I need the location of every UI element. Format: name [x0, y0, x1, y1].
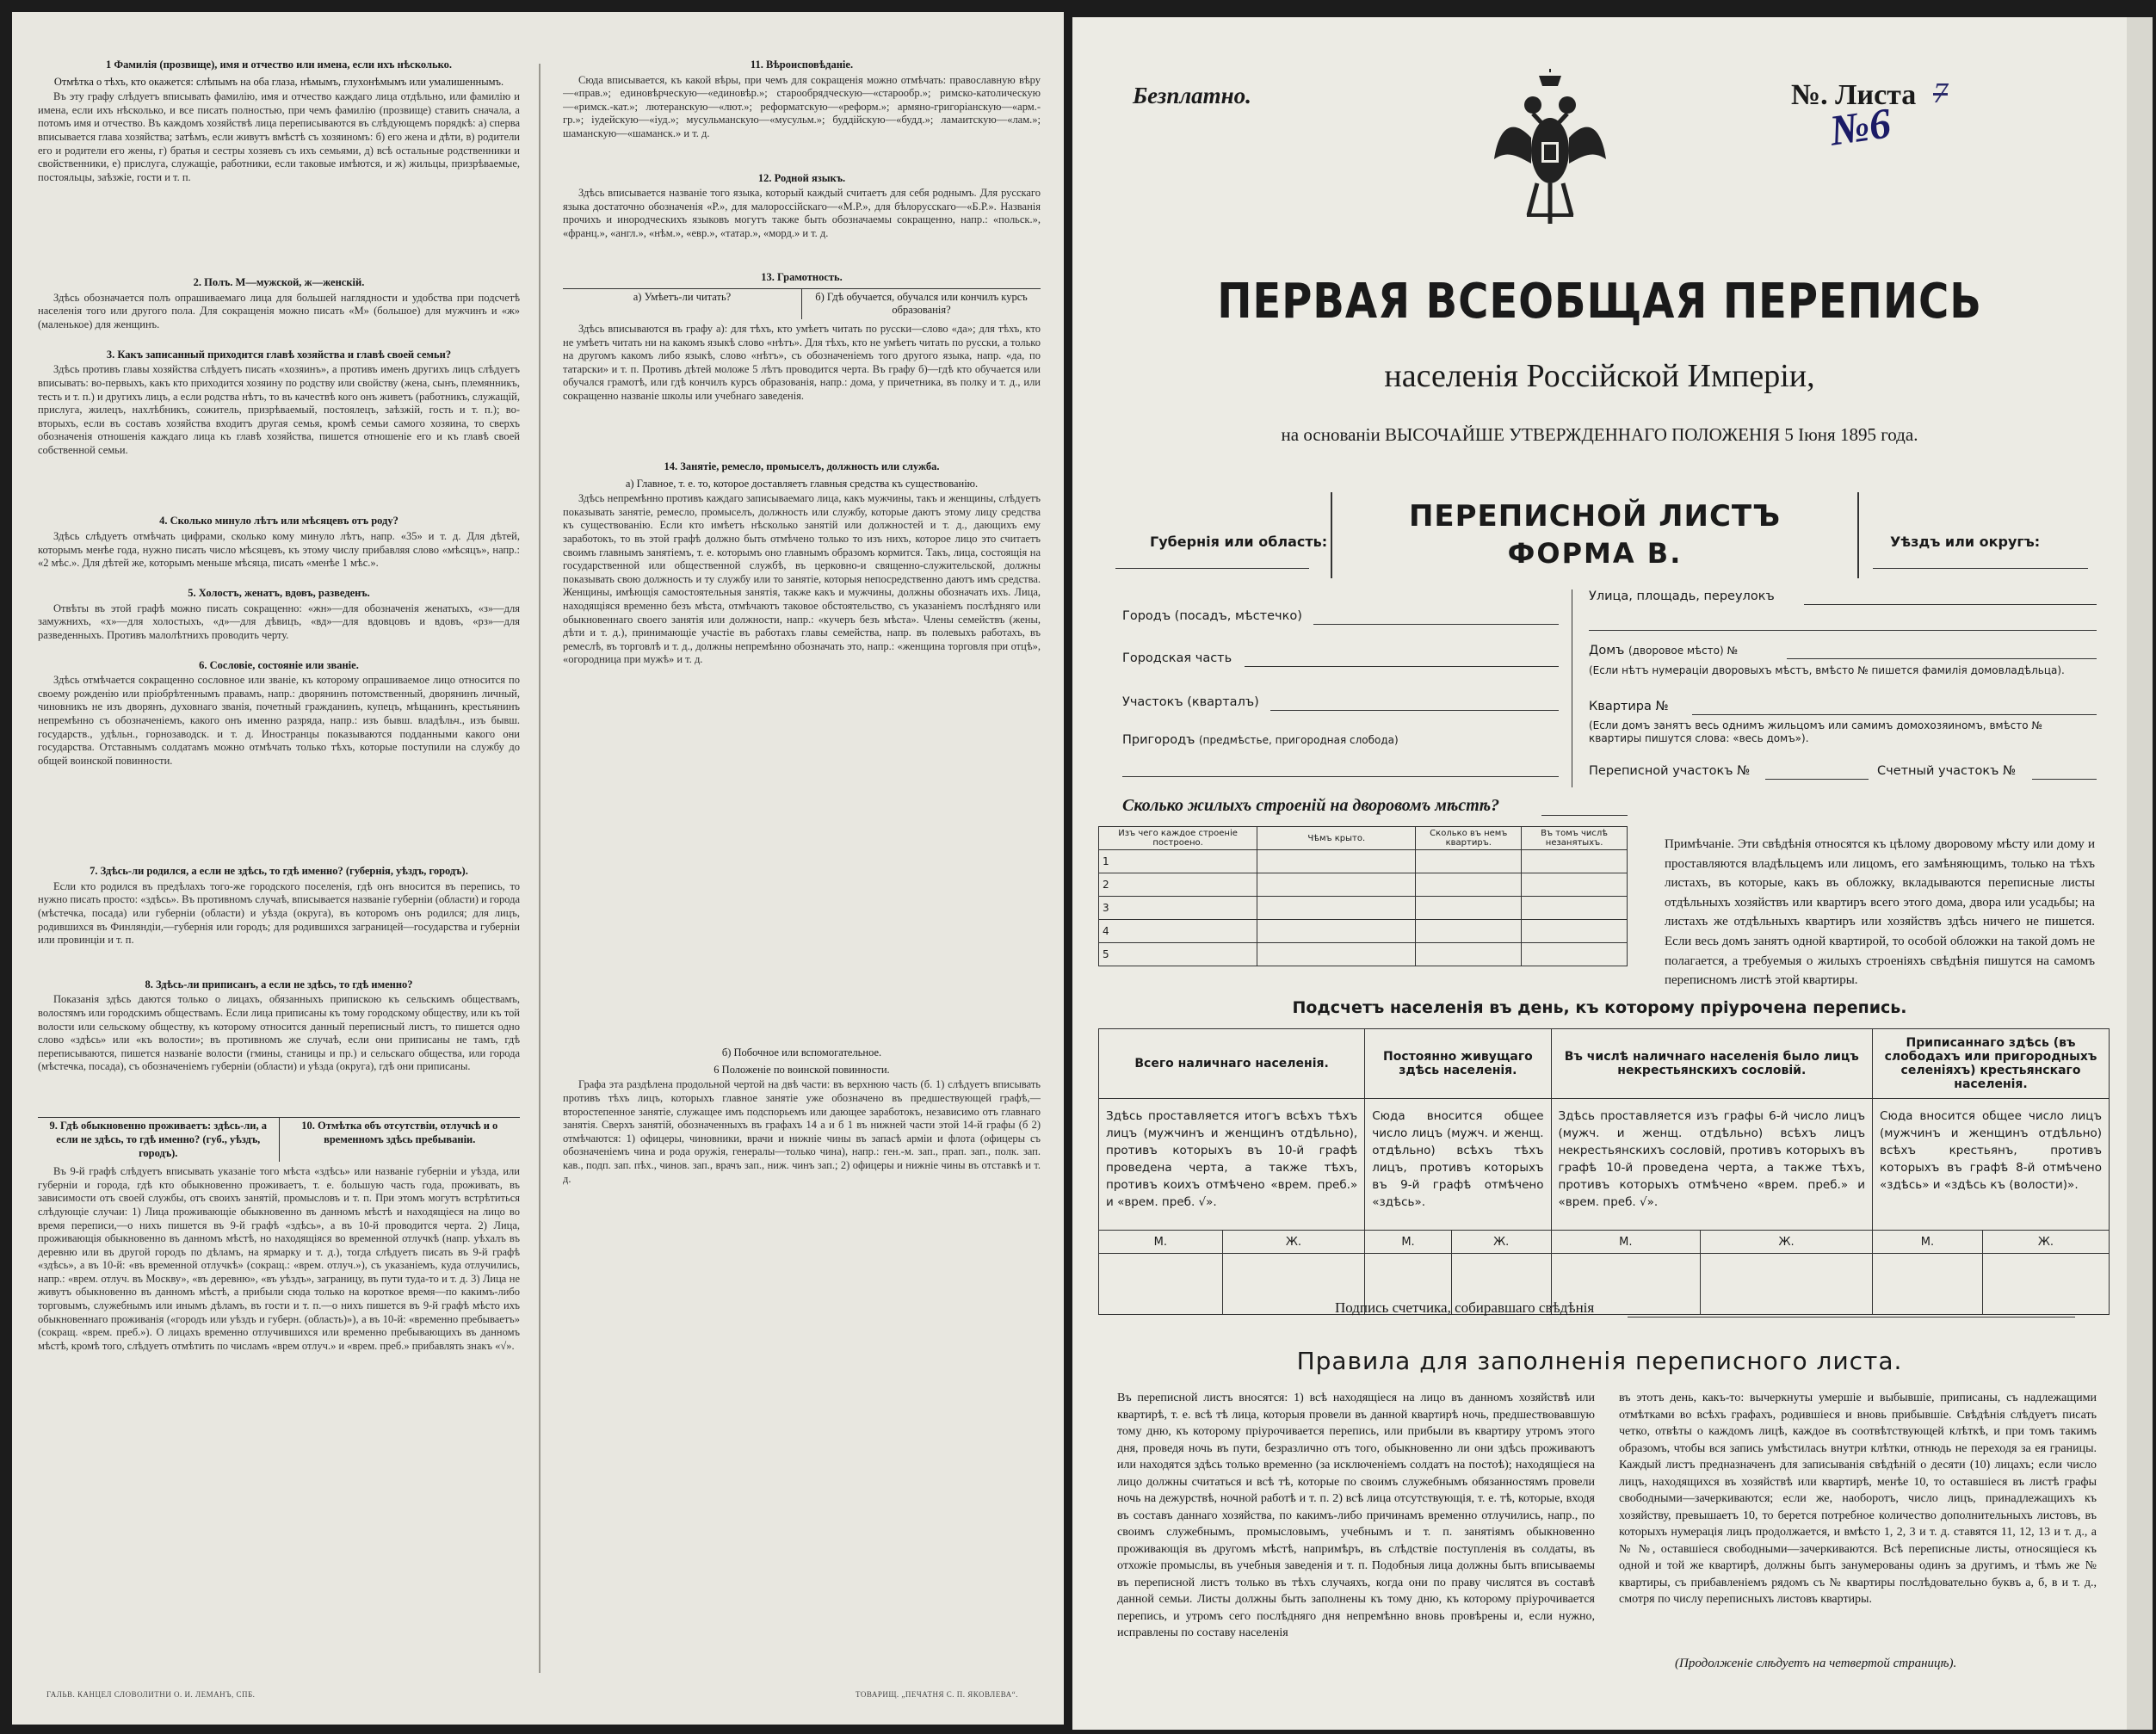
count-desc-peasant: Сюда вносится общее число лицъ (мужчинъ и женщинъ отдѣльно) всѣхъ крестьянъ, противъ которыхъ въ графѣ 8-й отмѣчено «здѣсь» и «здѣсь къ (волости)». — [1873, 1099, 2110, 1231]
count-col-permanent: Постоянно живущаго здѣсь населенія. — [1365, 1029, 1551, 1099]
city-part-field-line — [1245, 666, 1559, 667]
suburb-hint: (предмѣстье, пригородная слобода) — [1198, 734, 1399, 746]
printer-imprint-right: ТОВАРИЩ. „ПЕЧАТНЯ С. П. ЯКОВЛЕВА“. — [856, 1690, 1018, 1699]
questions-9-10-header — [38, 1117, 520, 1162]
census-district-label: Переписной участокъ № — [1589, 764, 1751, 778]
question-14b-text: Графа эта раздѣлена продольной чертой на двѣ части: въ верхнюю часть (б. 1) слѣдуетъ вписывать противъ тѣхъ лицъ, которыхъ главное занятіе уже обозначено въ предшествующей графѣ,—второстепенное занятіе, служащее имъ подспорьемъ или дающее заработокъ, независимо отъ главнаго занятія. Сверхъ занятій, обозначенныхъ въ графахъ 14 а и б 1 въ нижней части этой 14-й графы (б 2) отмѣчаются: 1) офицеры, чиновники, врачи и нижніе чины въ запасѣ арміи и флота (офицеры съ обозначеніемъ чина и рода оружія, генералы—только чина), напр.: ген.-м. зап., прап. зап., полк. зап. кав., подп. зап. пѣх., чинов. зап., врачъ зап., ниж. чинъ зап.; 2) офицеры и нижніе чины въ отставкѣ и т. д. — [563, 1078, 1041, 1185]
question-8-text: Показанія здѣсь даются только о лицахъ, обязанныхъ припискою къ сельскимъ обществамъ, волостямъ или городскимъ обществамъ. Если лица приписаны къ тому городскому обществу, или къ той волости или сельскому обществу, къ которому относится данный переписный листъ, то пишется одно слово «здѣсь» или «къ волости»; въ противномъ же случаѣ, если они приписаны не тамъ, гдѣ переписываются, пишется названіе волости (гмины, станицы и пр.) и сельскаго общества, или города (мѣстечка, посада), съ обозначеніемъ губерніи (области) и уѣзда (округа), гдѣ они приписаны. — [38, 993, 520, 1073]
underlying-page-edge — [2127, 17, 2153, 1730]
dwell-col-vacant: Въ томъ числѣ незанятыхъ. — [1522, 827, 1628, 850]
sheet-number-label: №. Листа — [1791, 79, 1917, 111]
district-field-line — [1873, 568, 2088, 569]
ward-field-line — [1270, 710, 1559, 711]
dwell-col-material: Изъ чего каждое строеніе построено. — [1099, 827, 1257, 850]
printer-imprint-left: ГАЛЬВ. КАНЦЕЛ СЛОВОЛИТНИ О. И. ЛЕМАНЪ, СПБ. — [46, 1690, 256, 1699]
sex-female-label: Ж. — [1701, 1231, 1873, 1254]
count-desc-present: Здѣсь проставляется итогъ всѣхъ тѣхъ лицъ (мужчинъ и женщинъ отдѣльно), противъ которыхъ въ 10-й графѣ проведена черта, а также тѣхъ, противъ коихъ отмѣчено «врем. преб.» и «врем. преб. √». — [1099, 1099, 1365, 1231]
double-headed-eagle-emblem — [1494, 69, 1606, 241]
table-cell — [1873, 1254, 1983, 1315]
question-12-heading: 12. Родной языкъ. — [757, 171, 846, 184]
apartment-note: (Если домъ занятъ весь однимъ жильцомъ или самимъ домохозяиномъ, вмѣсто № квартиры пишутся слова: «весь домъ»). — [1589, 719, 2042, 744]
rules-text-right: въ этотъ день, какъ-то: вычеркнуты умершіе и выбывшіе, приписаны, съ надлежащими отмѣтками во всѣхъ графахъ, родившіеся и вновь прибывшіе. Свѣдѣнія слѣдуетъ писать четко, отвѣты о каждомъ лицѣ, каждое въ соотвѣтствующей клѣткѣ, и при томъ такимъ образомъ, чтобы вся запись умѣстилась внутри клѣтки, отнюдь не переходя за ея границы. Каждый листъ предназначенъ для записыванія свѣдѣній о десяти (10) лицахъ; если число лицъ, находящихся въ хозяйствѣ или квартирѣ, менѣе 10, то оставшіеся въ листѣ графы свободными—зачеркиваются; если же, наоборотъ, число лицъ, принадлежащихъ къ хозяйству, превышаетъ 10, то берется потребное количество дополнительныхъ листовъ, въ которыхъ нумерація лицъ продолжается, и вмѣсто 1, 2, 3 и т. д. ставятся 11, 12, 13 и т. д., а № №, оставшіеся свободными—зачеркиваются. Всѣ переписные листы, относящіеся къ одной и той же квартирѣ, должны быть занумерованы одинъ за другимъ, и тѣмъ же № квартиры, съ прибавленіемъ рядомъ съ № квартиры послѣдовательно буквъ а, б, в и т. д., смотря по числу переписныхъ листовъ квартиры. — [1619, 1392, 2097, 1606]
question-14-footnote: 6 Положеніе по воинской повинности. — [714, 1063, 890, 1076]
count-table-blank-row — [1099, 1254, 2110, 1315]
question-6-heading: 6. Сословіе, состояніе или званіе. — [199, 658, 359, 671]
question-14-text: Здѣсь непремѣнно противъ каждаго записываемаго лица, какъ мужчины, такъ и женщины, слѣдуетъ показывать занятіе, ремесло, промыселъ, должность или службу, которые даютъ этому лицу средства къ существованію. Если кто имѣетъ нѣсколько занятій или должностей и т. д., дающихъ ему заработокъ, то въ этой графѣ должно быть отмѣчено только то изъ нихъ, которое лицо это считаетъ своимъ главнымъ занятіемъ, т. е. которымъ оно главнымъ образомъ кормится. Такъ, лица, состоящія на государственной или общественной службѣ, въ церковно-и священно-служительской, должны показывать свою должность и ту службу или то занятіе, которыя непосредственно даютъ имъ средства. Женщины, имѣющія самостоятельныя занятія, также какъ и мужчины, должны обозначать ихъ. Лица, находящіяся временно безъ мѣста, отмѣчаютъ таковое обстоятельство, съ указаніемъ послѣдняго или обыкновеннаго своего занятія или должности, напр.: «кучеръ безъ мѣста». Члены семействъ (жены, дѣти и т. д.), принимающіе участіе въ работахъ главы семейства, напр. въ полевыхъ работахъ, въ ремеслѣ, въ торговлѣ и т. д., должны непремѣнно обозначать это, напр.: «женщина торговля при отцѣ», «огородница при мужѣ» и т. д. — [563, 492, 1041, 666]
question-7-text: Если кто родился въ предѣлахъ того-же городского поселенія, гдѣ онъ вносится въ перепись, то нужно писать просто: «здѣсь». Въ противномъ случаѣ, вписывается названіе губерніи (области) и города (мѣстечка, посада) или губерніи (области) и уѣзда (округа), въ которомъ онъ родился; для лицъ, родившихся въ Финляндіи,—губернія или городъ; для родившихся заграницей—государства и губерніи или провинціи и т. п. — [38, 879, 520, 947]
question-2-text: Здѣсь обозначается полъ опрашиваемаго лица для большей наглядности и удобства при подсчетѣ населенія того или другого пола. Для сокращенія можно писать «М» (большое) для мужчинъ и «ж» (маленькое) для женщинъ. — [38, 291, 520, 330]
question-8-heading: 8. Здѣсь-ли приписанъ, а если не здѣсь, то гдѣ именно? — [145, 978, 413, 990]
street-field-line-2 — [1589, 630, 2097, 631]
question-13a-label: а) Умѣетъ-ли читать? — [633, 290, 732, 303]
house-field-line — [1787, 658, 2097, 659]
enumerator-signature-label: Подпись счетчика, собиравшаго свѣдѣнія — [1335, 1299, 1595, 1316]
table-cell — [1099, 1254, 1223, 1315]
sex-female-label: Ж. — [1451, 1231, 1551, 1254]
table-row — [1099, 850, 1628, 873]
rules-continued-note: (Продолженіе слѣдуетъ на четвертой страницѣ). — [1675, 1657, 1957, 1670]
house-label — [1589, 644, 1738, 657]
question-3-text: Здѣсь противъ главы хозяйства слѣдуетъ писать «хозяинъ», а противъ именъ другихъ лицъ слѣдуетъ вписывать: во-первыхъ, какъ кто приходится хозяину по родству или свойству (жена, сынъ, племянникъ, тесть и т. п.) и другихъ лицъ, а если родства нѣтъ, то въ качествѣ кого онъ живетъ (работникъ, служащій, прислуга, жилецъ, нахлѣбникъ, сожитель, призрѣваемый, постоялецъ, заѣзжій, гость и т. п.); во-вторыхъ, если въ составъ хозяйства входитъ другая семья, кромѣ семьи самого хозяина, то сверхъ обозначенія отношенія каждаго лица къ главѣ хозяйства, пишется отношеніе его и къ главѣ своей собственной семьи. — [38, 363, 520, 456]
sex-female-label: Ж. — [1222, 1231, 1365, 1254]
table-cell — [1416, 873, 1522, 897]
table-cell — [1257, 873, 1416, 897]
counting-district-field-line — [2032, 779, 2097, 780]
suburb-label-text: Пригородъ — [1122, 733, 1195, 747]
suburb-field-line — [1122, 776, 1559, 777]
table-cell — [1522, 920, 1628, 943]
table-cell — [1416, 920, 1522, 943]
count-desc-non-peasant: Здѣсь проставляется изъ графы 6-й число лицъ (мужч. и женщ. отдѣльно) всѣхъ лицъ некрестьянскихъ сословій, противъ которыхъ въ графѣ 10-й проведена черта, а также тѣхъ, противъ которыхъ отмѣчено «врем. преб.» и «врем. преб. √». — [1551, 1099, 1873, 1231]
question-6-text: Здѣсь отмѣчается сокращенно сословное или званіе, къ которому опрашиваемое лицо относится по своему рожденію или пріобрѣтеннымъ правамъ, напр.: дворянинъ потомственный, дворянинъ личный, чиновникъ не изъ дворянъ, духовнаго званія, почетный гражданинъ, купецъ, мѣщанинъ, крестьянинъ непремѣнно съ обозначеніемъ, какого онъ именно разряда, напр.: изъ бывш. владѣльч., изъ бывш. государств., удѣльн., горнозаводск. и т. д. Иностранцы показываются подданными какого они государства. Отставнымъ солдатамъ можно отмѣчать только тѣхъ, которые поступили на службу до общей воинской повинности. — [38, 674, 520, 767]
dwellings-field-line — [1541, 815, 1628, 816]
apartment-label: Квартира № — [1589, 700, 1669, 713]
column-divider — [539, 64, 541, 1673]
table-cell — [1522, 943, 1628, 966]
crossed-out-mark: 7 — [1933, 77, 1948, 109]
instructions-column-1 — [38, 55, 520, 1546]
table-cell — [1522, 897, 1628, 920]
house-note: (Если нѣтъ нумераціи дворовыхъ мѣстъ, вмѣсто № пишется фамилія домовладѣльца). — [1589, 664, 2065, 676]
question-1-text: Въ эту графу слѣдуетъ вписывать фамилію, имя и отчество каждаго лица отдѣльно, или фамилію и имена, если ихъ нѣсколько, и все писать полностью, при чемъ фамилію (прозвище) ставить сначала, а потомъ имя и отчество. Въ каждомъ хозяйствѣ лица переписываются въ слѣдующемъ порядкѣ: а) сперва вписывается глава хозяйства; затѣмъ, если живутъ вмѣстѣ съ хозяиномъ: б) его жена и дѣти, в) родители его и родители его жены, г) братья и сестры хозяевъ съ ихъ семьями, д) всѣ остальные родственники и свойственники, е) прислуга, служащіе, работники, если таковые имѣются, и ж) жильцы, призрѣваемые, постояльцы, заѣзжіе, гости и т. п. — [38, 90, 520, 183]
dwellings-table-header — [1099, 827, 1628, 850]
form-title: ПЕРЕПИСНОЙ ЛИСТЪ — [1408, 499, 1782, 534]
form-title-box — [1331, 492, 1859, 578]
dwellings-question: Сколько жилыхъ строеній на дворовомъ мѣстѣ? — [1122, 796, 1500, 815]
handwritten-sheet-number: №6 — [1826, 98, 1894, 155]
question-4-heading: 4. Сколько минуло лѣтъ или мѣсяцевъ отъ роду? — [159, 515, 398, 528]
question-13-subheader — [563, 288, 1041, 319]
instructions-sheet — [12, 12, 1064, 1725]
count-col-present: Всего наличнаго населенія. — [1099, 1029, 1365, 1099]
question-11-text: Сюда вписывается, къ какой вѣры, при чемъ для сокращенія можно отмѣчать: православную вѣру—«прав.»; единовѣрческую—«единовѣр.»; старообрядческую—«старообр.»; римско-католическую—«римск.-кат.»; лютеранскую—«лют.»; реформатскую—«реформ.»; армяно-григоріанскую—«арм.-гр.»; іудейскую—«іуд.»; мусульманскую—«мусульм.»; буддійскую—«будд.»; ламаитскую—«лам.»; шаманскую—«шаманск.» и т. д. — [563, 73, 1041, 139]
table-cell — [1982, 1254, 2109, 1315]
street-label: Улица, площадь, переулокъ — [1589, 589, 1775, 603]
row-number: 5 — [1099, 943, 1257, 966]
census-district-field-line — [1765, 779, 1869, 780]
city-label: Городъ (посадъ, мѣстечко) — [1122, 609, 1302, 623]
table-row — [1099, 897, 1628, 920]
question-5-text: Отвѣты въ этой графѣ можно писать сокращенно: «жн»—для обозначенія женатыхъ, «з»—для замужнихъ, «х»—для холостыхъ, «д»—для дѣвицъ, «вд»—для вдовцовъ и вдовъ, «рз»—для разведенныхъ. Противъ малолѣтнихъ проводить черту. — [38, 602, 520, 641]
question-9-heading: 9. Гдѣ обыкновенно проживаетъ: здѣсь-ли, а если не здѣсь, то гдѣ именно? (губ., уѣздъ, городъ). — [49, 1120, 267, 1159]
rules-text-left: Въ переписной листъ вносятся: 1) всѣ находящіеся на лицо въ данномъ хозяйствѣ или квартирѣ, т. е. всѣ тѣ лица, которыя провели въ данной квартирѣ ночь, предшествовавшую тому дню, къ которому пріурочивается перепись, или прибыли въ квартиру утромъ этого дня, проведя ночь въ пути, безразлично отъ того, обыкновенно ли они здѣсь проживаютъ или находятся здѣсь только временно (за исключеніемъ солдатъ на постоѣ); находящіеся на лицо должны считаться и всѣ тѣ, которые по своимъ служебнымъ обязанностямъ провели ночь на дежурствѣ, ночной работѣ и т. п. 2) всѣ лица отсутствующія, т. е. тѣ, которые, входя въ составъ даннаго хозяйства, по какимъ-либо причинамъ временно отлучились, напр., по своимъ служебнымъ, промысловымъ, учебнымъ и т. п. занятіямъ обыкновенно проживающія въ другомъ мѣстѣ, напримѣръ, въ слѣдствіе поступленія въ солдаты, въ отхожіе промыслы, въ учебныя заведенія и т. п. Подобныя лица должны быть вписываемы въ переписной листъ только въ тѣхъ случаяхъ, когда они по праву числятся въ составѣ данной семьи. Листы должны быть заполнены къ тому дню, къ которому пріурочивается перепись, и утромъ сего послѣдняго дня непремѣнно вновь провѣрены и, если нужно, исправлены по составу населенія — [1117, 1392, 1595, 1639]
count-table-descriptions — [1099, 1099, 2110, 1231]
row-number: 3 — [1099, 897, 1257, 920]
census-title: ПЕРВАЯ ВСЕОБЩАЯ ПЕРЕПИСЬ — [1217, 274, 1982, 330]
questions-9-10-text: Въ 9-й графѣ слѣдуетъ вписывать указаніе того мѣста «здѣсь» или названіе губерніи и уѣзда, или губерніи и города, гдѣ кто обыкновенно проживаетъ, т. е. большую часть года, проживать, въ зависимости отъ своей службы, отъ своихъ занятій, промысловъ и т. п. При этомъ могутъ встрѣтиться слѣдующіе случаи: 1) Лица проживающіе обыкновенно въ данномъ мѣстѣ и находящіеся на лицо во время переписи,—о нихъ пишется въ 9-й графѣ «здѣсь», а въ 10-й проводится черта. 2) Лица, проживающія обыкновенно въ данномъ мѣстѣ, но находящіяся во временной отлучкѣ (напр. уѣхалъ въ деревню или въ другой городъ по дѣламъ, на ярмарку и т. д.), тогда слѣдуетъ писать въ 9-й графѣ «здѣсь», а въ 10-й: «въ временной отлучкѣ» (сокращ.: «врем. отлуч.»), съ указаніемъ, куда отлучились, напр.: «врем. отлуч. въ Москву», «въ деревню», «въ уѣздъ», заграницу, въ пути туда-то и т. д. 3) Лица не живутъ обыкновенно въ данномъ мѣстѣ, а прибыли сюда только на короткое время—по какимъ-либо торговымъ, служебнымъ или инымъ дѣламъ, въ гости и т. п.—о нихъ пишется въ 9-й графѣ мѣсто ихъ обыкновеннаго проживанія («городъ или уѣздъ и губерн. (область)»), а въ 10-й: «временно пребываетъ» (сокращ. «врем. преб.»). О лицахъ временно отлучившихся или временно пребывающихъ въ данномъ мѣстѣ, кромѣ того, слѣдуетъ отмѣтить по числамъ «врем отлуч.» и «врем. преб.» прибавлять знакъ «√». — [38, 1165, 520, 1352]
question-14a-label: а) Главное, т. е. то, которое доставляетъ главныя средства къ существованію. — [625, 477, 979, 490]
house-hint: (дворовое мѣсто) № — [1628, 645, 1738, 657]
city-field-line — [1313, 624, 1559, 625]
count-table-sex-row — [1099, 1231, 2110, 1254]
instructions-column-2 — [563, 55, 1041, 1589]
province-label: Губернія или область: — [1150, 534, 1328, 550]
sex-male-label: М. — [1873, 1231, 1983, 1254]
question-14b-label: б) Побочное или вспомогательное. — [721, 1046, 882, 1059]
sex-female-label: Ж. — [1982, 1231, 2109, 1254]
count-table-header — [1099, 1029, 2110, 1099]
row-number: 2 — [1099, 873, 1257, 897]
dwell-col-apartments: Сколько въ немъ квартиръ. — [1416, 827, 1522, 850]
table-cell — [1522, 873, 1628, 897]
question-10-heading: 10. Отмѣтка объ отсутствіи, отлучкѣ и о временномъ здѣсь пребываніи. — [279, 1118, 521, 1162]
table-row — [1099, 943, 1628, 966]
question-14-heading: 14. Занятіе, ремесло, промыселъ, должность или служба. — [664, 460, 940, 472]
table-row — [1099, 873, 1628, 897]
apartment-field-line — [1692, 714, 2097, 715]
ward-label: Участокъ (кварталъ) — [1122, 695, 1259, 709]
table-cell — [1257, 920, 1416, 943]
question-11-heading: 11. Вѣроисповѣданіе. — [750, 59, 854, 71]
count-col-non-peasant: Въ числѣ наличнаго населенія было лицъ некрестьянскихъ сословій. — [1551, 1029, 1873, 1099]
house-label-text: Домъ — [1589, 644, 1625, 657]
population-count-title: Подсчетъ населенія въ день, къ которому пріурочена перепись. — [1292, 998, 1907, 1017]
question-13-text: Здѣсь вписываются въ графу а): для тѣхъ, кто умѣетъ читать по русски—слово «да»; для тѣхъ, кто не умѣетъ читать ни на какомъ языкѣ слово «нѣтъ». Для тѣхъ, кто не умѣетъ читать по русски, а только на другомъ какомъ либо языкѣ, слово «нѣтъ», съ обозначеніемъ того другого языка, напр. «да, по татарски» и т. п. Противъ дѣтей моложе 5 лѣтъ проводится черта. Въ графу б)—гдѣ кто обучается или обучался грамотѣ, или гдѣ кончилъ курсъ образованія, напр.: дома, у причетника, въ полку и т. д., или сокращенно названіе школы или учебнаго заведенія. — [563, 322, 1041, 402]
suburb-label — [1122, 733, 1399, 747]
row-number: 4 — [1099, 920, 1257, 943]
table-cell — [1416, 850, 1522, 873]
street-field-line — [1804, 604, 2097, 605]
question-5-heading: 5. Холостъ, женатъ, вдовъ, разведенъ. — [188, 586, 370, 599]
question-13b-label: б) Гдѣ обучается, обучался или кончилъ курсъ образованія? — [801, 289, 1041, 319]
legal-basis-line: на основаніи ВЫСОЧАЙШЕ УТВЕРЖДЕННАГО ПОЛОЖЕНІЯ 5 Іюня 1895 года. — [1281, 424, 1918, 445]
free-label: Безплатно. — [1133, 83, 1251, 108]
sex-male-label: М. — [1099, 1231, 1223, 1254]
census-subtitle: населенія Россійской Имперіи, — [1384, 358, 1815, 394]
sex-male-label: М. — [1551, 1231, 1701, 1254]
question-2-heading: 2. Полъ. М—мужской, ж—женскій. — [193, 276, 365, 289]
table-cell — [1416, 897, 1522, 920]
row-number: 1 — [1099, 850, 1257, 873]
district-label: Уѣздъ или округъ: — [1890, 534, 2041, 550]
population-count-table — [1098, 1028, 2110, 1315]
table-cell — [1701, 1254, 1873, 1315]
question-1-note: Отмѣтка о тѣхъ, кто окажется: слѣпымъ на оба глаза, нѣмымъ, глухонѣмымъ или умалишеннымъ. — [53, 75, 504, 88]
count-col-peasant: Приписаннаго здѣсь (въ слободахъ или пригородныхъ селеніяхъ) крестьянскаго населенія. — [1873, 1029, 2110, 1099]
form-subtitle: ФОРМА В. — [1507, 537, 1683, 570]
dwellings-note: Примѣчаніе. Эти свѣдѣнія относятся къ цѣлому дворовому мѣсту или дому и проставляются владѣльцемъ или лицомъ, его замѣняющимъ, только на тѣхъ листахъ, въ которые, какъ въ обложку, вкладываются переписные листы отдѣльныхъ хозяйствъ или квартиръ всего этого дома, дворa или усадьбы; на листахъ же отдѣльныхъ квартиръ или хозяйствъ здѣсь ничего не пишется. Если весь домъ занятъ одной квартирой, то особой обложки на такой домъ не полагается, а требуемыя о жилыхъ строеніяхъ свѣдѣнія пишутся на самомъ переписномъ листѣ этой квартиры. — [1665, 837, 2095, 988]
question-3-heading: 3. Какъ записанный приходится главѣ хозяйства и главѣ своей семьи? — [106, 348, 452, 361]
table-row — [1099, 920, 1628, 943]
province-field-line — [1115, 568, 1309, 569]
table-cell — [1522, 850, 1628, 873]
question-4-text: Здѣсь слѣдуетъ отмѣчать цифрами, сколько кому минуло лѣтъ, напр. «35» и т. д. Для дѣтей, которымъ менѣе года, нужно писать число мѣсяцевъ, къ этому числу прибавляя слово «мѣсяцъ», напр.: «2 мѣс.». Для дѣтей же, которымъ меньше мѣсяца, писать «менѣе 1 мѣс.». — [38, 529, 520, 570]
table-cell — [1257, 850, 1416, 873]
table-cell — [1257, 943, 1416, 966]
question-7-heading: 7. Здѣсь-ли родился, а если не здѣсь, то гдѣ именно? (губернія, уѣздъ, городъ). — [90, 865, 468, 878]
question-1-heading: 1 Фамилія (прозвище), имя и отчество или имена, если ихъ нѣсколько. — [105, 59, 453, 71]
sex-male-label: М. — [1365, 1231, 1452, 1254]
dwellings-table — [1098, 826, 1628, 966]
census-form-sheet — [1072, 17, 2127, 1730]
counting-district-label: Счетный участокъ № — [1877, 764, 2017, 778]
table-cell — [1416, 943, 1522, 966]
city-part-label: Городская часть — [1122, 651, 1232, 665]
rules-title: Правила для заполненія переписного листа. — [1296, 1347, 1903, 1375]
table-cell — [1257, 897, 1416, 920]
dwell-col-roof: Чѣмъ крыто. — [1257, 827, 1416, 850]
count-desc-permanent: Сюда вносится общее число лицъ (мужч. и женщ. отдѣльно) всѣхъ тѣхъ лицъ, противъ которыхъ въ 9-й графѣ отмѣчено «здѣсь». — [1365, 1099, 1551, 1231]
question-13-heading: 13. Грамотность. — [761, 271, 843, 284]
question-12-text: Здѣсь вписывается названіе того языка, который каждый считаетъ для себя роднымъ. Для русскаго языка достаточно обозначенія «Р.», для малороссійскаго—«М.Р.», для бѣлорусскаго—«Б.Р.». Названія прочихъ и инородческихъ языковъ могутъ также быть обозначаемы сокращенно, напр.: «польск.», «франц.», «англ.», «нѣм.», «евр.», «татар.», «морд.» и т. д. — [563, 187, 1041, 239]
